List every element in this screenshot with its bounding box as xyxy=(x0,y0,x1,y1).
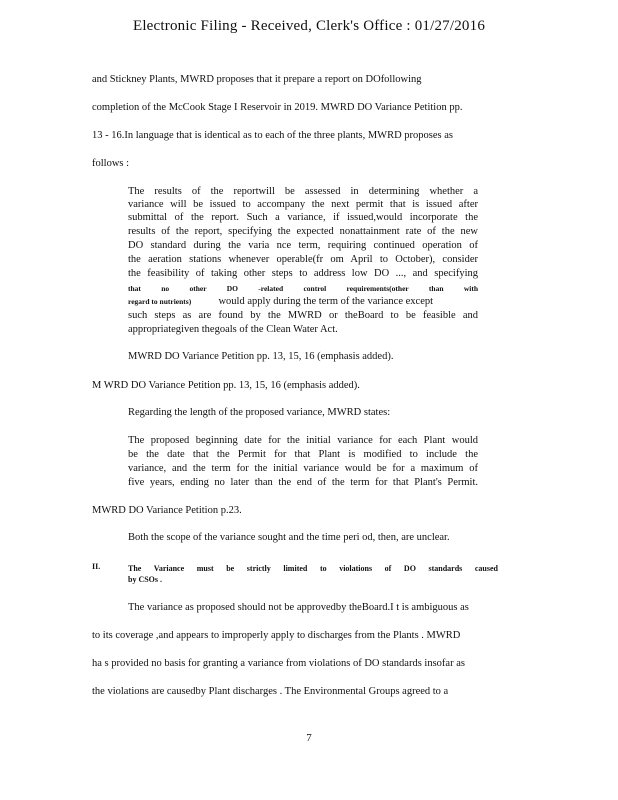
body-line: Regarding the length of the proposed variance, MWRD states: xyxy=(128,407,391,418)
quote-text: would apply during the term of the variance except xyxy=(218,296,434,307)
emphasized-text: regard to nutrients) xyxy=(128,297,192,306)
emphasized-quote-line: that no other DO -related control requirements(other than with xyxy=(128,284,478,293)
body-line: ha s provided no basis for granting a variance from violations of DO standards insofar as xyxy=(92,658,465,669)
page-number: 7 xyxy=(306,732,312,744)
section-number: II. xyxy=(92,562,101,571)
emphasized-quote-line xyxy=(128,297,433,308)
citation: M WRD DO Variance Petition pp. 13, 15, 16 (emphasis added). xyxy=(92,380,360,391)
body-line: Both the scope of the variance sought and the time peri od, then, are unclear. xyxy=(128,532,450,543)
body-line: 13 - 16.In language that is identical as to each of the three plants, MWRD proposes as xyxy=(92,130,453,141)
block-quote-line: DO standard during the varia nce term, requiring continued operation of xyxy=(128,240,478,251)
block-quote-line: submittal of the report. Such a variance, if issued,would incorporate the xyxy=(128,212,478,223)
filing-header: Electronic Filing - Received, Clerk's Office : 01/27/2016 xyxy=(132,18,486,34)
body-line: completion of the McCook Stage I Reservoir in 2019. MWRD DO Variance Petition pp. xyxy=(92,102,463,113)
block-quote-line: such steps as are found by the MWRD or theBoard to be feasible and xyxy=(128,310,478,321)
block-quote-line: the feasibility of taking other steps to address low DO ..., and specifying xyxy=(128,268,478,279)
block-quote-line: The proposed beginning date for the initial variance for each Plant would xyxy=(128,435,478,446)
block-quote-line: be the date that the Permit for that Plant is modified to include the xyxy=(128,449,478,460)
body-line: the violations are causedby Plant discharges . The Environmental Groups agreed to a xyxy=(92,686,449,697)
body-line: follows : xyxy=(92,158,130,169)
body-line: and Stickney Plants, MWRD proposes that it prepare a report on DOfollowing xyxy=(92,74,422,85)
section-heading-continued: by CSOs . xyxy=(128,575,163,584)
block-quote-line: results of the report, specifying the expected nonattainment rate of the new xyxy=(128,226,478,237)
body-line: The variance as proposed should not be approvedby theBoard.I t is ambiguous as xyxy=(128,602,469,613)
block-quote-line: variance, and the term for the initial variance would be for a maximum of xyxy=(128,463,478,474)
citation: MWRD DO Variance Petition pp. 13, 15, 16 (emphasis added). xyxy=(128,351,394,362)
block-quote-line: the aeration stations whenever operable(fr om April to October), consider xyxy=(128,254,478,265)
block-quote-line: The results of the reportwill be assessed in determining whether a xyxy=(128,186,478,197)
body-line: to its coverage ,and appears to improperly apply to discharges from the Plants . MWRD xyxy=(92,630,461,641)
citation: MWRD DO Variance Petition p.23. xyxy=(92,505,242,516)
section-heading: The Variance must be strictly limited to violations of DO standards caused xyxy=(128,564,498,573)
block-quote-line: five years, ending no later than the end of the term for that Plant's Permit. xyxy=(128,477,478,488)
block-quote-line: appropriategiven thegoals of the Clean Water Act. xyxy=(128,324,338,335)
block-quote-line: variance will be issued to accompany the next permit that is issued after xyxy=(128,199,478,210)
